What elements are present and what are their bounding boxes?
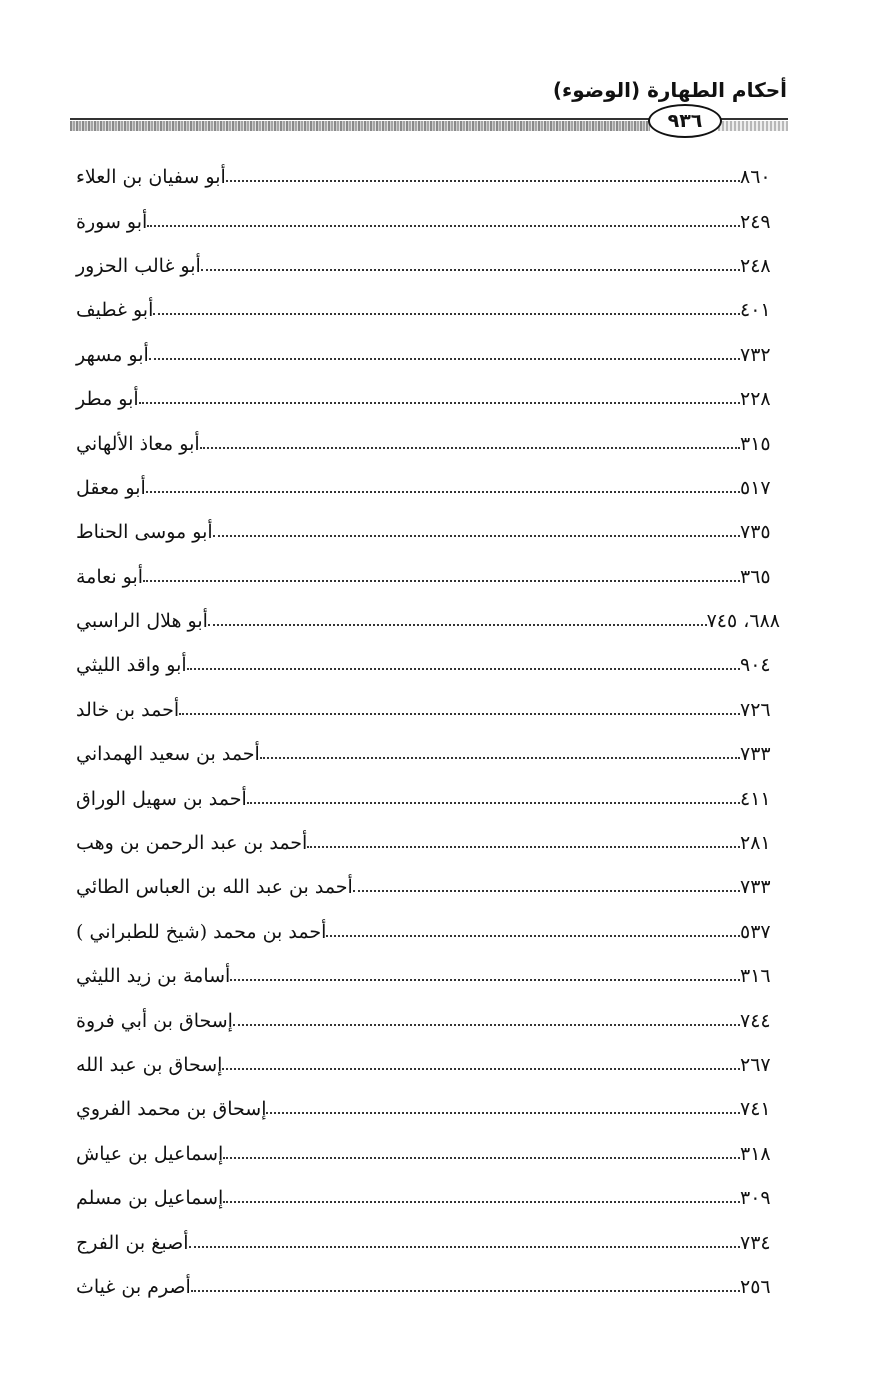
- index-entry: [70, 688, 788, 732]
- dot-leader: [201, 269, 740, 271]
- entry-name: أبو معقل: [76, 476, 146, 499]
- dot-leader: [149, 358, 740, 360]
- page-number: ٩٣٦: [648, 104, 722, 138]
- entry-name: أحمد بن محمد (شيخ للطبراني ): [76, 920, 327, 943]
- index-entry: [70, 599, 788, 643]
- dot-leader: [208, 624, 707, 626]
- index-entry: [70, 288, 788, 332]
- index-entry: [70, 199, 788, 243]
- entry-name: أبو معاذ الألهاني: [76, 432, 200, 455]
- dot-leader: [139, 402, 740, 404]
- entry-page-numbers: ٧٣٥: [740, 521, 771, 544]
- entry-page-numbers: ٣٠٩: [740, 1187, 771, 1210]
- entry-page-numbers: ٧٣٣: [740, 743, 771, 766]
- dot-leader: [326, 935, 740, 937]
- entry-name: أبو موسى الحناط: [76, 521, 213, 544]
- entry-page-numbers: ٣٦٥: [740, 565, 771, 588]
- entry-page-numbers: ٥٣٧: [740, 920, 771, 943]
- index-entry: [70, 1087, 788, 1131]
- index-entry: [70, 377, 788, 421]
- entry-page-numbers: ٦٨٨، ٧٤٥: [706, 610, 780, 633]
- entry-name: إسحاق بن عبد الله: [76, 1054, 223, 1076]
- entry-page-numbers: ٧٤١: [740, 1098, 771, 1121]
- dot-leader: [179, 713, 740, 715]
- entry-page-numbers: ٤٠١: [740, 299, 771, 322]
- entry-name: أبو سورة: [76, 210, 148, 233]
- entry-name: أحمد بن خالد: [76, 698, 180, 721]
- entry-name: أصرم بن غياث: [76, 1275, 191, 1298]
- dot-leader: [226, 180, 740, 182]
- index-entry: [70, 1132, 788, 1176]
- dot-leader: [353, 890, 740, 892]
- index-entry: [70, 1043, 788, 1087]
- entry-name: أبو غطيف: [76, 299, 154, 322]
- index-entry: [70, 510, 788, 554]
- entry-name: أبو سفيان بن العلاء: [76, 166, 226, 189]
- dot-leader: [233, 1024, 740, 1026]
- entry-name: أحمد بن سعيد الهمداني: [76, 743, 260, 766]
- entry-name: أبو مسهر: [76, 343, 149, 366]
- index-entry: [70, 421, 788, 465]
- entry-page-numbers: ٧٣٤: [740, 1231, 771, 1254]
- entry-name: أحمد بن عبد الرحمن بن وهب: [76, 832, 308, 855]
- dot-leader: [191, 1290, 740, 1292]
- entry-page-numbers: ٥١٧: [740, 476, 771, 499]
- dot-leader: [189, 1246, 740, 1248]
- dot-leader: [143, 580, 740, 582]
- entry-page-numbers: ٨٦٠: [740, 166, 771, 189]
- entry-name: أسامة بن زيد الليثي: [76, 965, 231, 988]
- index-entry: [70, 155, 788, 199]
- header-rule-pattern-left: [70, 121, 650, 131]
- index-entry: [70, 643, 788, 687]
- entry-name: إسحاق بن أبي فروة: [76, 1009, 233, 1032]
- index-entry: [70, 776, 788, 820]
- entry-page-numbers: ٣١٦: [740, 965, 771, 988]
- index-entry: [70, 244, 788, 288]
- page-header: [0, 0, 879, 140]
- entry-name: أبو مطر: [76, 388, 139, 411]
- dot-leader: [223, 1157, 740, 1159]
- index-entry: [70, 555, 788, 599]
- dot-leader: [247, 802, 740, 804]
- dot-leader: [213, 535, 740, 537]
- entry-page-numbers: ٧٣٣: [740, 876, 771, 899]
- index-entry: [70, 954, 788, 998]
- entry-name: أحمد بن سهيل الوراق: [76, 787, 247, 810]
- dot-leader: [222, 1068, 740, 1070]
- index-entry: [70, 821, 788, 865]
- header-rule-pattern-right: [718, 121, 788, 131]
- dot-leader: [307, 846, 740, 848]
- entry-page-numbers: ٢٢٨: [740, 388, 771, 411]
- index-entry: [70, 910, 788, 954]
- entry-page-numbers: ٣١٥: [740, 432, 771, 455]
- index-entry: [70, 998, 788, 1042]
- dot-leader: [223, 1201, 740, 1203]
- entry-name: أبو هلال الراسبي: [76, 610, 208, 633]
- index-entry: [70, 865, 788, 909]
- entry-page-numbers: ٢٦٧: [740, 1054, 771, 1076]
- dot-leader: [153, 313, 740, 315]
- dot-leader: [146, 491, 740, 493]
- entry-name: إسماعيل بن عياش: [76, 1142, 224, 1165]
- dot-leader: [230, 979, 740, 981]
- index-entry: [70, 1265, 788, 1309]
- index-list: [70, 155, 788, 1309]
- entry-name: أحمد بن عبد الله بن العباس الطائي: [76, 876, 353, 899]
- entry-name: إسحاق بن محمد الفروي: [76, 1098, 267, 1121]
- entry-page-numbers: ٧٣٢: [740, 343, 771, 366]
- dot-leader: [260, 757, 740, 759]
- entry-page-numbers: ٣١٨: [740, 1142, 771, 1165]
- entry-page-numbers: ٧٢٦: [740, 698, 771, 721]
- entry-page-numbers: ٢٤٨: [740, 254, 771, 277]
- dot-leader: [187, 668, 740, 670]
- book-title: أحكام الطهارة (الوضوء): [552, 78, 787, 102]
- entry-name: إسماعيل بن مسلم: [76, 1187, 224, 1210]
- index-entry: [70, 333, 788, 377]
- dot-leader: [266, 1112, 740, 1114]
- index-entry: [70, 1176, 788, 1220]
- entry-name: أبو نعامة: [76, 565, 144, 588]
- index-entry: [70, 732, 788, 776]
- dot-leader: [147, 225, 740, 227]
- entry-page-numbers: ٢٤٩: [740, 210, 771, 233]
- entry-page-numbers: ٩٠٤: [740, 654, 771, 677]
- dot-leader: [200, 447, 740, 449]
- entry-page-numbers: ٢٨١: [740, 832, 771, 855]
- entry-page-numbers: ٧٤٤: [740, 1009, 771, 1032]
- entry-name: أصبغ بن الفرج: [76, 1231, 189, 1254]
- index-entry: [70, 466, 788, 510]
- index-entry: [70, 1220, 788, 1264]
- entry-page-numbers: ٤١١: [740, 787, 771, 810]
- entry-name: أبو غالب الحزور: [76, 254, 201, 277]
- entry-name: أبو واقد الليثي: [76, 654, 187, 677]
- entry-page-numbers: ٢٥٦: [740, 1275, 771, 1298]
